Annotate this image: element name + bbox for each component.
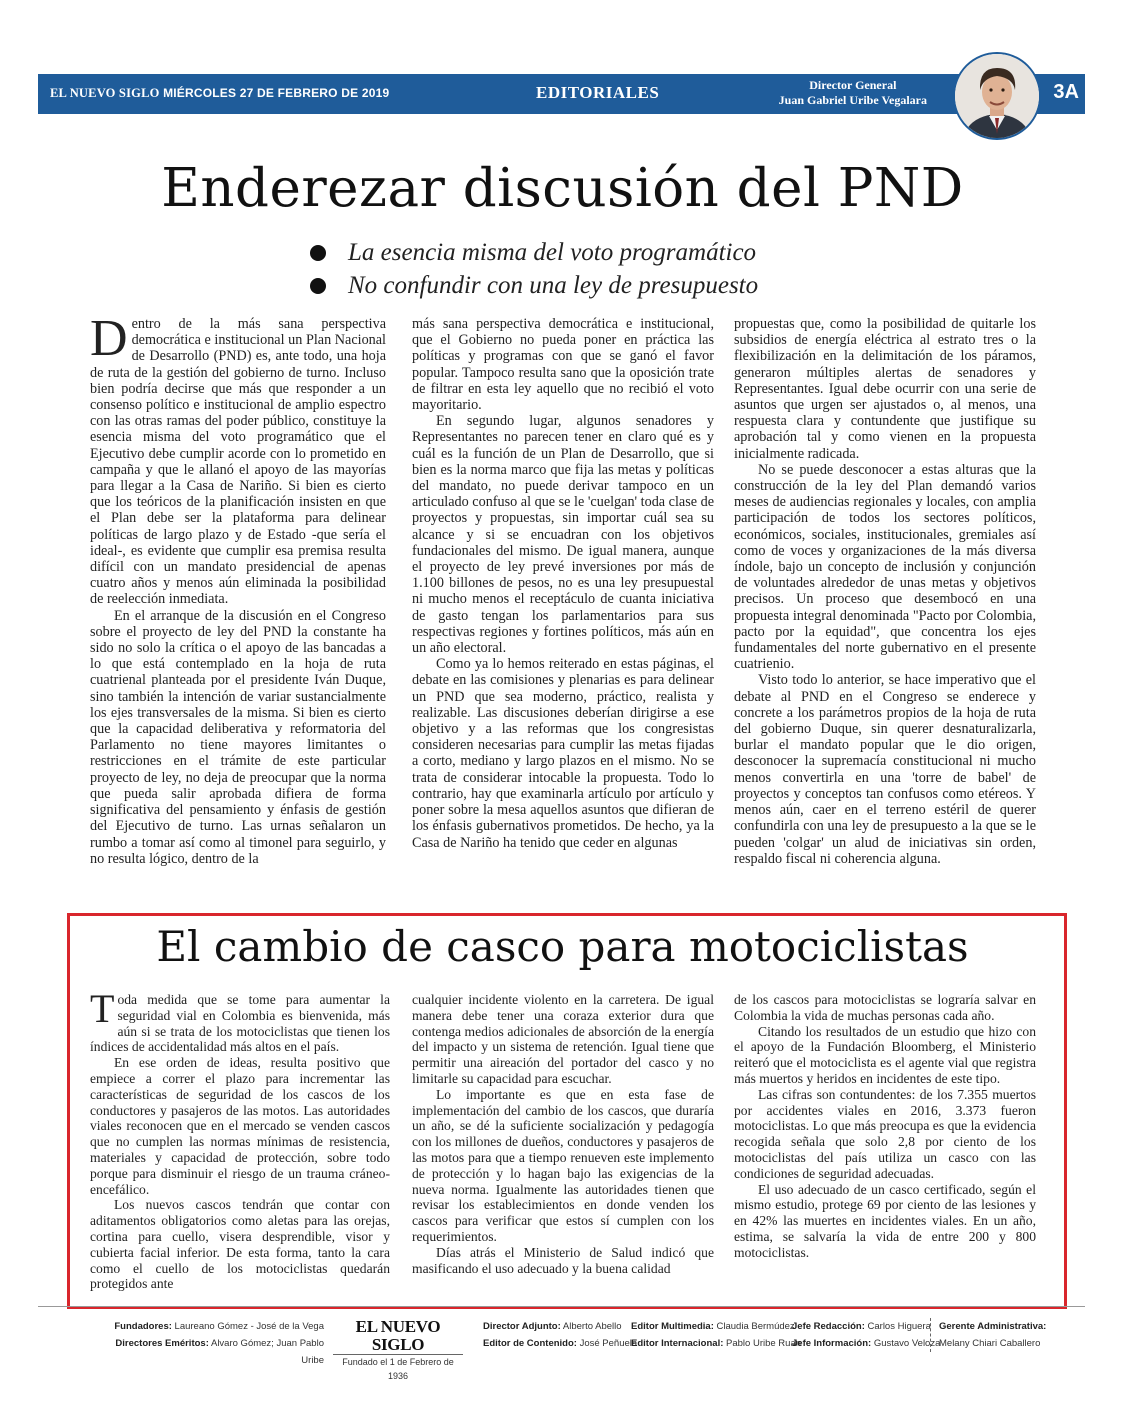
paragraph: No se puede desconocer a estas alturas que la construcción de la ley del Plan demandó varios meses de audiencias regionales y locales, con amplia participación de todos los sectores políticos, económicos, sociales, institucionales, gremiales así como de voces y organizaciones de la más diversa índole, bajo un concepto de inclusión y conjunción de voluntades alrededor de unas metas y objetivos precisos. Un proceso que desembocó en una propuesta integral denominada "Pacto por Colombia, pacto por la equidad", que concentra los ejes fundamentales del norte gubernativo en el presente cuatrienio. [734,461,1036,673]
footer-divider [38,1306,1085,1307]
footer-staff-1 [483,1318,637,1352]
header-bar [38,74,1085,114]
director-credit [779,78,927,108]
article1-column-1 [90,310,386,867]
footer-staff-2 [631,1318,801,1352]
paragraph: Los nuevos cascos tendrán que contar con aditamentos obligatorios como aletas para las orejas, cortina para cuello, visera desprendible, visor y cubierta facial inferior. De esta forma, tanto la cara como el cuello de los motociclistas quedarán protegidos ante [90,1197,390,1292]
footer-logo-block [333,1318,463,1383]
newspaper-logo: EL NUEVO SIGLO [355,1317,441,1354]
article2-column-3 [734,992,1036,1261]
article1-column-2 [412,316,714,851]
subhead-1 [310,236,758,269]
paragraph: En el arranque de la discusión en el Congreso sobre el proyecto de ley del PND la constante ha sido no solo la crítica o el apoyo de las bancadas a lo que está contemplado en la hoja de ruta cuatrienal planteada por el presidente Iván Duque, sino también la intención de variar sustancialmente los ejes transversales de la misma. Si bien es cierto que la capacidad deliberativa y reformatoria del Parlamento no tiene mayores limitantes o restricciones en el trámite de este particular proyecto de ley, no deja de preocupar que la norma que pueda salir aprobada difiera de forma significativa del pensamiento y énfasis de gestión del Ejecutivo de turno. Las urnas señalaron un rumbo a tomar así como al timonel para seguirlo, y no resulta lógico, dentro de la [90,607,386,867]
editor-internacional-label: Editor Internacional: [631,1338,724,1349]
gerente-label: Gerente Administrativa: [939,1321,1047,1332]
jefe-redaccion: Carlos Higuera [867,1321,931,1332]
editor-multimedia: Claudia Bermúdez [716,1321,795,1332]
paragraph [90,986,390,1055]
paragraph: Días atrás el Ministerio de Salud indicó que masificando el uso adecuado y la buena calidad [412,1244,714,1276]
paragraph: Visto todo lo anterior, se hace imperativo que el debate al PND en el Congreso se enderece y concrete a los parámetros propios de la hoja de ruta del gobierno Duque, sin querer desnaturalizarla, burlar el mandato popular que le dio origen, desconocer la supremacía constitucional ni mucho menos convertirla en una 'torre de babel' de proyectos y conceptos tan confusos como etéreos. Y menos aún, caer en el terreno estéril de querer confundirla con una ley de presupuesto a la que se le pueden 'colgar' un alud de iniciativas sin orden, respaldo fiscal ni coherencia alguna. [734,672,1036,867]
article2-column-1 [90,986,390,1292]
editor-contenido-label: Editor de Contenido: [483,1338,577,1349]
bullet-icon [310,245,326,261]
page-number: 3A [1053,81,1079,103]
director-adjunto: Alberto Abello [562,1321,622,1332]
paragraph: En ese orden de ideas, resulta positivo que empiece a correr el plazo para incrementar las características de seguridad de los cascos de los conductores y pasajeros de las motos. Las autoridades viales reconocen que en el mercado se venden cascos que no cumplen las normas mínimas de resistencia, materiales y capacidad de protección, sobre todo porque para disminuir el riesgo de un trauma cráneo-encefálico. [90,1055,390,1197]
paragraph: Lo importante es que en esta fase de implementación del cambio de los cascos, que duraría un año, se dé la suficiente socialización y pedagogía con los millones de dueños, conductores y pasajeros de las motos para que a tiempo renueven este implemento de protección y lo hagan bajo las exigencias de la nueva norma. Igualmente las autoridades tienen que revisar los establecimientos en donde venden los cascos para verificar que estos sí cumplen con los requerimientos. [412,1086,714,1244]
editor-internacional: Pablo Uribe Ruan [726,1338,802,1349]
drop-cap: D [90,310,128,367]
emeritos-label: Directores Eméritos: [115,1338,209,1349]
paragraph: de los cascos para motociclistas se lograría salvar en Colombia la vida de muchas personas cada año. [734,992,1036,1023]
director-portrait-icon [955,54,1039,138]
paragraph [90,310,386,608]
drop-cap: T [90,986,115,1031]
paragraph: propuestas que, como la posibilidad de quitarle los subsidios de energía eléctrica al estrato tres o la flexibilización en la delimitación de los páramos, generaron múltiples alertas de senadores y Representantes. Igual debe ocurrir con una serie de asuntos que urgen ser ajustados o, al menos, una respuesta clara y contundente que justifique su aprobación tal y como vienen en la propuesta inicialmente radicada. [734,316,1036,462]
section-title: EDITORIALES [536,83,660,102]
fundadores-label: Fundadores: [114,1321,172,1332]
jefe-redaccion-label: Jefe Redacción: [792,1321,865,1332]
article1-headline: Enderezar discusión del PND [161,158,964,219]
director-adjunto-label: Director Adjunto: [483,1321,561,1332]
subhead-2-text: No confundir con una ley de presupuesto [348,271,759,299]
paragraph: cualquier incidente violento en la carretera. De igual manera debe tener una coraza exterior dura que contenga medios adicionales de absorción de la energía del impacto y un sistema de retención. Igual tiene que permitir una aireación del portador del casco y no limitarle su capacidad para escuchar. [412,992,714,1086]
emeritos: Alvaro Gómez; Juan Pablo Uribe [210,1338,324,1366]
director-title: Director General [809,78,897,92]
paragraph: El uso adecuado de un casco certificado, según el mismo estudio, protege 69 por ciento de las lesiones y en 42% las muertes en incidentes viales. En un año, estima, se salvaría la vida de entre 200 y 800 motociclistas. [734,1181,1036,1260]
footer-founders [92,1318,324,1369]
paragraph: más sana perspectiva democrática e institucional, que el Gobierno no pueda poner en práctica las políticas y programas con que se ganó el favor popular. Tampoco resulta sano que la oposición trate de filtrar en esta ley aquello que no recibió el voto mayoritario. [412,316,714,414]
subhead-2 [310,269,758,302]
article1-subheads [310,236,758,302]
paragraph-text: entro de la más sana perspectiva democrática e institucional un Plan Nacional de Desarrollo (PND) es, ante todo, una hoja de ruta de la gestión del gobierno de turno. Incluso bien podría decirse que más que responder a un consenso político e institucional de amplio espectro con las otras ramas del poder público, constituye la esencia misma del voto programático que el Ejecutivo debe cumplir acorde con lo prometido en campaña y que le allanó el apoyo de las mayorías para llegar a la Casa de Nariño. Si bien es cierto que los teóricos de la planificación insisten en que el Plan debe ser la plataforma para delinear políticas de largo plazo y de Estado -que sería el ideal-, es evidente que cumplir esa premisa resulta difícil con un mandato presidencial de apenas cuatro años y menos aún eliminada la posibilidad de reelección inmediata. [90,316,386,608]
jefe-informacion-label: Jefe Información: [792,1338,872,1349]
jefe-informacion: Gustavo Veloza [873,1338,941,1349]
bullet-icon [310,278,326,294]
fundadores: Laureano Gómez - José de la Vega [174,1321,324,1332]
header-date-line [50,86,389,101]
footer-staff-3 [792,1318,940,1352]
paragraph: Como ya lo hemos reiterado en estas páginas, el debate en las comisiones y plenarias es para delinear un PND que sea moderno, práctico, realista y realizable. Las discusiones deberían dirigirse a ese objetivo y a las reformas que los congresistas consideren necesarias para cumplir las metas fijadas a corto, mediano y largo plazos en el mismo. No se trata de considerar intocable la propuesta. Todo lo contrario, hay que examinarla artículo por artículo y poner sobre la mesa aquellos asuntos que difieran de los énfasis gubernativos prometidos. De hecho, ya la Casa de Nariño ha tenido que ceder en algunas [412,656,714,851]
header-brand: EL NUEVO SIGLO [50,86,160,100]
paragraph: Citando los resultados de un estudio que hizo con el apoyo de la Fundación Bloomberg, el Ministerio reiteró que el motociclista es el agente vial que registra más muertos y heridos en incidentes de este tipo. [734,1023,1036,1086]
editor-multimedia-label: Editor Multimedia: [631,1321,714,1332]
paragraph-text: oda medida que se tome para aumentar la seguridad vial en Colombia es bienvenida, más aún si se trata de los motociclistas que tienen los índices de accidentalidad más altos en el país. [90,992,390,1055]
footer-manager [930,1318,1046,1352]
gerente: Melany Chiari Caballero [939,1338,1041,1349]
editor-contenido: José Peñuela [579,1338,638,1349]
header-date: MIÉRCOLES 27 DE FEBRERO DE 2019 [163,86,390,100]
director-name: Juan Gabriel Uribe Vegalara [778,93,927,107]
article1-column-3 [734,316,1036,867]
director-photo [953,52,1041,140]
article2-column-2 [412,992,714,1276]
founded-date: Fundado el 1 de Febrero de 1936 [333,1354,463,1383]
paragraph: En segundo lugar, algunos senadores y Representantes no parecen tener en claro qué es y cuál es la función de un Plan de Desarrollo, que si bien es la norma marco que fija las metas y políticas del mandato, no puede derivar tampoco en un articulado confuso al que se le 'cuelgan' toda clase de proyectos y propuestas, sin importar cuál sea su alcance y si se encuadran con los objetivos fundacionales del mismo. De igual manera, aunque el proyecto de ley prevé inversiones por más de 1.100 billones de pesos, no es una ley presupuestal ni mucho menos el receptáculo de cuanta iniciativa de gasto tengan los parlamentarios para sus respectivas regiones y fortines políticos, más aún en un año electoral. [412,413,714,657]
article2-headline: El cambio de casco para motociclistas [156,922,969,971]
subhead-1-text: La esencia misma del voto programático [348,238,757,266]
paragraph: Las cifras son contundentes: de los 7.355 muertos por accidentes viales en 2016, 3.373 fueron motociclistas. Lo que más preocupa es que la evidencia recogida señala que solo 2,8 por ciento de los motociclistas del país utiliza un casco con las condiciones de seguridad adecuadas. [734,1086,1036,1181]
